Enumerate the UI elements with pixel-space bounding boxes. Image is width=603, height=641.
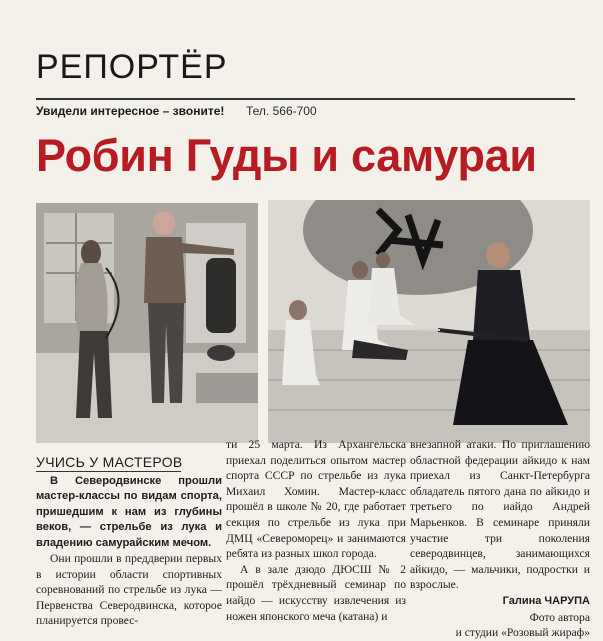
masthead-rule	[36, 98, 575, 100]
article-paragraph: Они прошли в преддверии первых в истории области спортивных соревнований по стрельбе из лука — Первенства Северодвинска, которое планируется провес-	[36, 552, 222, 628]
article-column-2	[226, 437, 406, 624]
author-name: Галина ЧАРУПА	[502, 594, 590, 607]
masthead-phone: Тел. 566-700	[246, 104, 317, 118]
article-paragraph: А в зале дзюдо ДЮСШ № 2 прошёл трёхдневный семинар по иайдо — искусству извлечения из ножен японского меча (катана) и	[226, 562, 406, 623]
photo-credit-line-1: Фото автора	[529, 610, 590, 624]
article-paragraph: внезапной атаки. По приглашению областной федерации айкидо к нам приехал из Санкт-Петербурга обладатель пятого дана по айкидо и третьего по иайдо Андрей Марьенков. В семинаре приняли участие три поколения северодвинцев, занимающихся айкидо, — мальчики, подростки и взрослые.	[410, 438, 590, 592]
masthead-tagline: Увидели интересное – звоните!	[36, 104, 225, 118]
article-lead: В Северодвинске прошли мастер-классы по видам спорта, пришедшим к нам из глубины веков, — стрельбе из лука и владению самурайским мечом.	[36, 475, 222, 549]
article-column-1	[36, 474, 222, 629]
iaido-photo	[268, 200, 590, 443]
article-paragraph: ти 25 марта. Из Архангельска приехал поделиться опытом мастер спорта СССР по стрельбе из лука Михаил Хомин. Мастер-класс прошёл в школе № 20, где работает секция по стрельбе из лука при ДМЦ «Североморец» и занимаются ребята из разных школ города.	[226, 438, 406, 561]
article-headline: Робин Гуды и самураи	[36, 130, 537, 181]
article-subheading: УЧИСЬ У МАСТЕРОВ	[36, 454, 183, 470]
photo-credit-line-2: и студии «Розовый жираф»	[455, 626, 590, 640]
author-signature	[410, 593, 590, 610]
article-column-3	[410, 437, 590, 641]
archery-photo	[36, 203, 258, 443]
section-title: РЕПОРТЁР	[36, 48, 228, 86]
subheading-rule	[36, 471, 181, 472]
